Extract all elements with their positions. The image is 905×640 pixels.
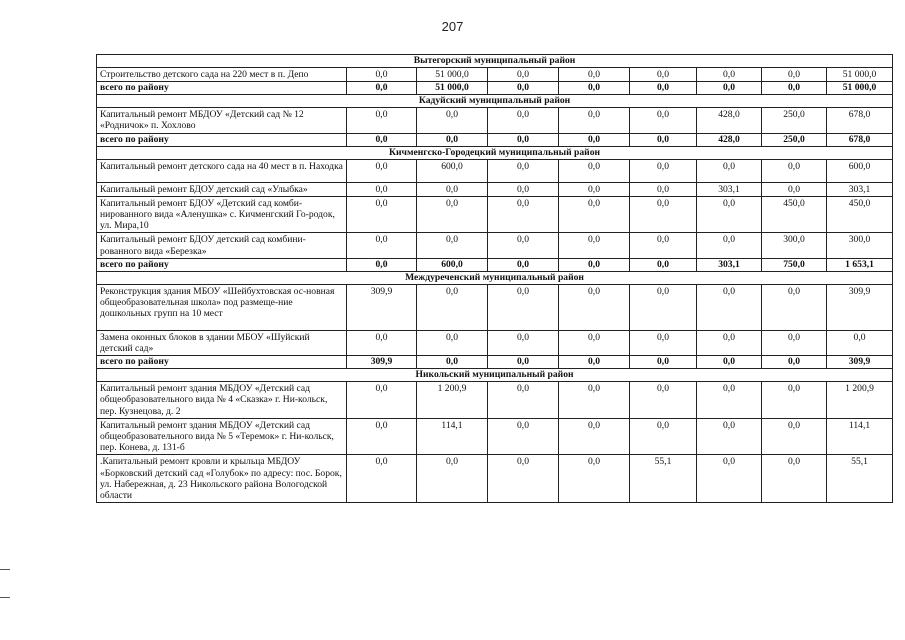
- value-cell: 55,1: [827, 455, 893, 503]
- project-name-cell: Капитальный ремонт МБДОУ «Детский сад № 12 «Родничок» п. Хохлово: [97, 108, 347, 133]
- value-cell: 0,0: [697, 233, 762, 258]
- project-name-cell: Капитальный ремонт детского сада на 40 мест в п. Находка: [97, 159, 347, 182]
- value-cell: 0,0: [559, 68, 630, 82]
- table-row: [97, 382, 893, 419]
- total-value-cell: 0,0: [347, 258, 417, 271]
- value-cell: 0,0: [559, 455, 630, 503]
- value-cell: 0,0: [559, 418, 630, 455]
- value-cell: 0,0: [347, 196, 417, 233]
- project-name-cell: Капитальный ремонт здания МБДОУ «Детский сад общеобразовательного вида № 5 «Теремок» г. Ни-кольск, пер. Конева, д. 131-б: [97, 418, 347, 455]
- value-cell: 0,0: [488, 159, 559, 182]
- value-cell: 0,0: [762, 159, 827, 182]
- district-total-row: [97, 133, 893, 146]
- total-value-cell: 0,0: [559, 82, 630, 95]
- value-cell: 0,0: [630, 159, 697, 182]
- value-cell: 0,0: [559, 284, 630, 330]
- total-value-cell: 250,0: [762, 133, 827, 146]
- project-name-cell: Строительство детского сада на 220 мест в п. Депо: [97, 68, 347, 82]
- table-row: [97, 233, 893, 258]
- value-cell: 0,0: [762, 68, 827, 82]
- value-cell: 0,0: [347, 233, 417, 258]
- section-header-row: [97, 55, 893, 68]
- table-row: [97, 196, 893, 233]
- value-cell: 0,0: [697, 196, 762, 233]
- total-value-cell: 0,0: [697, 356, 762, 369]
- value-cell: 1 200,9: [827, 382, 893, 419]
- total-label-cell: всего по району: [97, 133, 347, 146]
- table-row: [97, 182, 893, 196]
- value-cell: 0,0: [630, 182, 697, 196]
- total-value-cell: 0,0: [630, 133, 697, 146]
- value-cell: 0,0: [827, 330, 893, 355]
- value-cell: 0,0: [417, 233, 488, 258]
- section-header-row: [97, 369, 893, 382]
- total-value-cell: 0,0: [559, 356, 630, 369]
- value-cell: 300,0: [762, 233, 827, 258]
- district-total-row: [97, 258, 893, 271]
- value-cell: 0,0: [762, 330, 827, 355]
- value-cell: 0,0: [630, 418, 697, 455]
- value-cell: 0,0: [417, 108, 488, 133]
- total-label-cell: всего по району: [97, 258, 347, 271]
- value-cell: 1 200,9: [417, 382, 488, 419]
- table-row: [97, 68, 893, 82]
- value-cell: 0,0: [762, 418, 827, 455]
- project-name-cell: Капитальный ремонт здания МБДОУ «Детский сад общеобразовательного вида № 4 «Сказка» г. Ни-кольск, пер. Кузнецова, д. 2: [97, 382, 347, 419]
- project-name-cell: .Капитальный ремонт кровли и крыльца МБДОУ «Борковский детский сад «Голубок» по адресу: пос. Борок, ул. Набережная, д. 23 Никольского района Вологодской области: [97, 455, 347, 503]
- margin-mark: [0, 597, 10, 598]
- total-label-cell: всего по району: [97, 82, 347, 95]
- value-cell: 0,0: [762, 455, 827, 503]
- section-title: Кадуйский муниципальный район: [97, 95, 893, 108]
- value-cell: 0,0: [559, 382, 630, 419]
- value-cell: 0,0: [488, 196, 559, 233]
- total-value-cell: 428,0: [697, 133, 762, 146]
- total-value-cell: 0,0: [417, 356, 488, 369]
- total-value-cell: 303,1: [697, 258, 762, 271]
- section-header-row: [97, 271, 893, 284]
- value-cell: 600,0: [827, 159, 893, 182]
- value-cell: 0,0: [417, 330, 488, 355]
- value-cell: 600,0: [417, 159, 488, 182]
- total-value-cell: 750,0: [762, 258, 827, 271]
- project-name-cell: Реконструкция здания МБОУ «Шейбухтовская ос-новная общеобразовательная школа» под размеще-ние дошкольных групп на 10 мест: [97, 284, 347, 330]
- value-cell: 114,1: [417, 418, 488, 455]
- value-cell: 0,0: [347, 182, 417, 196]
- total-value-cell: 309,9: [347, 356, 417, 369]
- table-body: [97, 55, 893, 503]
- section-header-row: [97, 95, 893, 108]
- total-value-cell: 0,0: [488, 82, 559, 95]
- total-value-cell: 309,9: [827, 356, 893, 369]
- value-cell: 428,0: [697, 108, 762, 133]
- value-cell: 0,0: [488, 330, 559, 355]
- total-value-cell: 678,0: [827, 133, 893, 146]
- total-value-cell: 51 000,0: [417, 82, 488, 95]
- value-cell: 0,0: [697, 418, 762, 455]
- table-row: [97, 108, 893, 133]
- value-cell: 309,9: [827, 284, 893, 330]
- value-cell: 0,0: [488, 182, 559, 196]
- value-cell: 0,0: [630, 196, 697, 233]
- value-cell: 0,0: [697, 284, 762, 330]
- table-row: [97, 159, 893, 182]
- total-value-cell: 0,0: [347, 133, 417, 146]
- margin-mark: [0, 569, 10, 570]
- total-value-cell: 0,0: [762, 356, 827, 369]
- value-cell: 0,0: [488, 68, 559, 82]
- total-value-cell: 0,0: [630, 82, 697, 95]
- value-cell: 0,0: [559, 108, 630, 133]
- page-number: 207: [441, 19, 464, 34]
- district-total-row: [97, 82, 893, 95]
- value-cell: 0,0: [630, 68, 697, 82]
- value-cell: 0,0: [488, 284, 559, 330]
- table-row: [97, 330, 893, 355]
- value-cell: 250,0: [762, 108, 827, 133]
- total-value-cell: 0,0: [347, 82, 417, 95]
- value-cell: 0,0: [559, 196, 630, 233]
- value-cell: 0,0: [697, 68, 762, 82]
- value-cell: 0,0: [347, 382, 417, 419]
- value-cell: 450,0: [827, 196, 893, 233]
- value-cell: 0,0: [762, 182, 827, 196]
- value-cell: 0,0: [488, 382, 559, 419]
- total-label-cell: всего по району: [97, 356, 347, 369]
- total-value-cell: 51 000,0: [827, 82, 893, 95]
- value-cell: 0,0: [417, 455, 488, 503]
- total-value-cell: 1 653,1: [827, 258, 893, 271]
- table-row: [97, 418, 893, 455]
- value-cell: 0,0: [559, 233, 630, 258]
- project-name-cell: Капитальный ремонт БДОУ «Детский сад комби-нированного вида «Аленушка» с. Кичменгский Го-родок, ул. Мира,10: [97, 196, 347, 233]
- value-cell: 0,0: [630, 108, 697, 133]
- section-title: Никольский муниципальный район: [97, 369, 893, 382]
- value-cell: 0,0: [559, 330, 630, 355]
- project-name-cell: Капитальный ремонт БДОУ детский сад комбини-рованного вида «Березка»: [97, 233, 347, 258]
- value-cell: 0,0: [559, 159, 630, 182]
- total-value-cell: 0,0: [630, 258, 697, 271]
- value-cell: 0,0: [488, 233, 559, 258]
- section-header-row: [97, 146, 893, 159]
- value-cell: 303,1: [697, 182, 762, 196]
- value-cell: 0,0: [417, 196, 488, 233]
- value-cell: 55,1: [630, 455, 697, 503]
- value-cell: 0,0: [347, 330, 417, 355]
- total-value-cell: 0,0: [697, 82, 762, 95]
- district-total-row: [97, 356, 893, 369]
- project-name-cell: Капитальный ремонт БДОУ детский сад «Улыбка»: [97, 182, 347, 196]
- value-cell: 51 000,0: [827, 68, 893, 82]
- value-cell: 0,0: [347, 68, 417, 82]
- value-cell: 309,9: [347, 284, 417, 330]
- total-value-cell: 0,0: [488, 258, 559, 271]
- value-cell: 300,0: [827, 233, 893, 258]
- budget-table: [96, 54, 893, 503]
- value-cell: 114,1: [827, 418, 893, 455]
- value-cell: 0,0: [417, 182, 488, 196]
- value-cell: 0,0: [347, 159, 417, 182]
- value-cell: 0,0: [488, 108, 559, 133]
- value-cell: 303,1: [827, 182, 893, 196]
- project-name-cell: Замена оконных блоков в здании МБОУ «Шуйский детский сад»: [97, 330, 347, 355]
- table-row: [97, 455, 893, 503]
- value-cell: 0,0: [630, 233, 697, 258]
- value-cell: 0,0: [630, 284, 697, 330]
- value-cell: 0,0: [347, 455, 417, 503]
- value-cell: 0,0: [347, 108, 417, 133]
- value-cell: 0,0: [347, 418, 417, 455]
- total-value-cell: 0,0: [762, 82, 827, 95]
- section-title: Междуреченский муниципальный район: [97, 271, 893, 284]
- total-value-cell: 0,0: [559, 133, 630, 146]
- value-cell: 0,0: [559, 182, 630, 196]
- section-title: Кичменгско-Городецкий муниципальный район: [97, 146, 893, 159]
- value-cell: 0,0: [630, 382, 697, 419]
- value-cell: 0,0: [630, 330, 697, 355]
- total-value-cell: 0,0: [488, 133, 559, 146]
- total-value-cell: 0,0: [488, 356, 559, 369]
- value-cell: 0,0: [417, 284, 488, 330]
- value-cell: 0,0: [697, 159, 762, 182]
- total-value-cell: 600,0: [417, 258, 488, 271]
- value-cell: 0,0: [762, 382, 827, 419]
- value-cell: 0,0: [488, 455, 559, 503]
- value-cell: 450,0: [762, 196, 827, 233]
- value-cell: 678,0: [827, 108, 893, 133]
- table-row: [97, 284, 893, 330]
- value-cell: 0,0: [697, 330, 762, 355]
- section-title: Вытегорский муниципальный район: [97, 55, 893, 68]
- value-cell: 0,0: [762, 284, 827, 330]
- total-value-cell: 0,0: [417, 133, 488, 146]
- total-value-cell: 0,0: [630, 356, 697, 369]
- value-cell: 51 000,0: [417, 68, 488, 82]
- value-cell: 0,0: [697, 455, 762, 503]
- total-value-cell: 0,0: [559, 258, 630, 271]
- value-cell: 0,0: [697, 382, 762, 419]
- value-cell: 0,0: [488, 418, 559, 455]
